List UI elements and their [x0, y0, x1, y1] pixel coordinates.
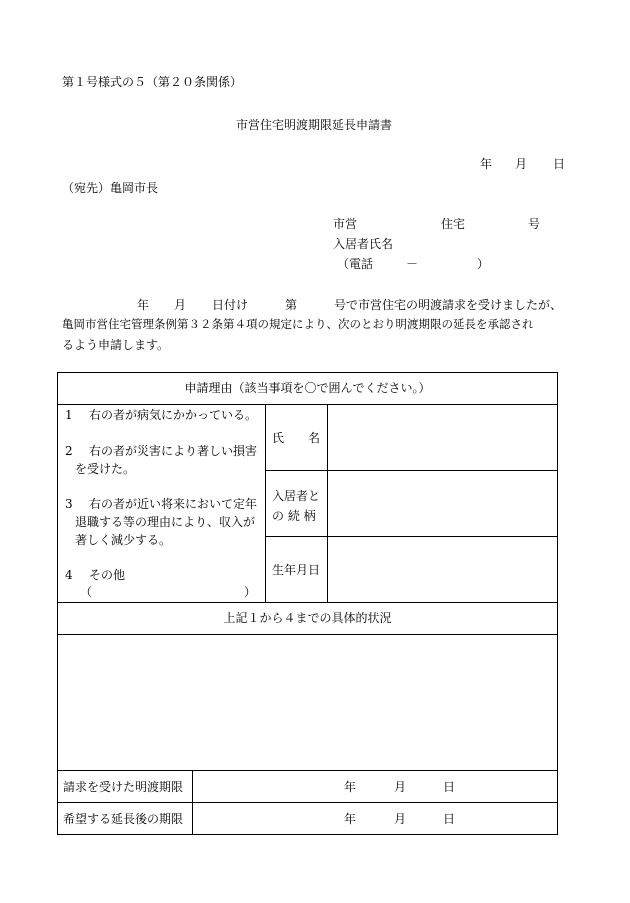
body-line1-end: 号で市営住宅の明渡請求を受けましたが、 [334, 298, 563, 312]
deadline-desired-label: 希望する延長後の期限 [63, 812, 184, 826]
name-field[interactable] [328, 405, 557, 470]
date-day: 日 [553, 157, 566, 171]
deadline-desired-month: 月 [394, 812, 407, 826]
table-divider [265, 404, 266, 602]
reason-2-text: 右の者が災害により著しい損害 [89, 444, 258, 458]
reason-4-open-paren: （ [80, 585, 93, 599]
table-divider [57, 602, 558, 603]
document-title: 市営住宅明渡期限延長申請書 [236, 118, 393, 132]
relation-label-line1: 入居者と [272, 489, 321, 503]
reason-4-close-paren: ） [244, 585, 257, 599]
relation-label-line2: の 続 柄 [272, 509, 316, 523]
table-divider [57, 770, 558, 771]
body-day-attached: 日付け [212, 298, 249, 312]
form-number: 第１号様式の５（第２０条関係） [62, 75, 243, 89]
phone-open: （電話 [337, 257, 374, 271]
phone-close: ） [477, 257, 490, 271]
reason-4-number: 4 [65, 568, 73, 582]
reason-3-text: 右の者が近い将来において定年 [89, 497, 258, 511]
resident-name-label: 入居者氏名 [333, 237, 394, 251]
reason-header: 申請理由（該当事項を〇で囲んでください。） [184, 381, 431, 395]
details-field[interactable] [58, 635, 557, 770]
birthdate-field[interactable] [328, 537, 557, 602]
body-year: 年 [137, 298, 150, 312]
date-month: 月 [515, 157, 528, 171]
deadline-received-day: 日 [443, 780, 456, 794]
reason-1-number: 1 [65, 408, 73, 422]
table-divider [192, 770, 193, 835]
relation-field[interactable] [328, 471, 557, 536]
deadline-desired-year: 年 [344, 812, 357, 826]
date-year: 年 [480, 157, 493, 171]
deadline-received-month: 月 [394, 780, 407, 794]
name-label: 氏 名 [272, 431, 321, 445]
body-line2: 亀岡市営住宅管理条例第３２条第４項の規定により、次のとおり明渡期限の延長を承認され [62, 317, 534, 331]
deadline-desired-day: 日 [443, 812, 456, 826]
reason-4-text: その他 [89, 568, 126, 582]
body-line3: るよう申請します。 [62, 338, 170, 352]
applicant-housing: 住宅 [441, 217, 466, 231]
deadline-received-year: 年 [344, 780, 357, 794]
body-dai: 第 [285, 298, 298, 312]
reason-2-text-cont: を受けた。 [75, 462, 136, 476]
phone-dash: － [406, 257, 419, 271]
reason-3-text-cont: 退職する等の理由により、収入が [75, 515, 256, 529]
details-header: 上記１から４までの具体的状況 [223, 611, 392, 625]
birthdate-label: 生年月日 [272, 563, 321, 577]
body-month: 月 [174, 298, 187, 312]
table-divider [57, 802, 558, 803]
addressee: （宛先）亀岡市長 [62, 181, 159, 195]
reason-2-number: 2 [65, 444, 73, 458]
reason-3-text-cont2: 著しく減少する。 [75, 533, 172, 547]
deadline-received-label: 請求を受けた明渡期限 [63, 780, 184, 794]
reason-1-text: 右の者が病気にかかっている。 [89, 408, 258, 422]
applicant-municipal: 市営 [333, 217, 358, 231]
reason-3-number: 3 [65, 497, 73, 511]
applicant-number: 号 [528, 217, 541, 231]
